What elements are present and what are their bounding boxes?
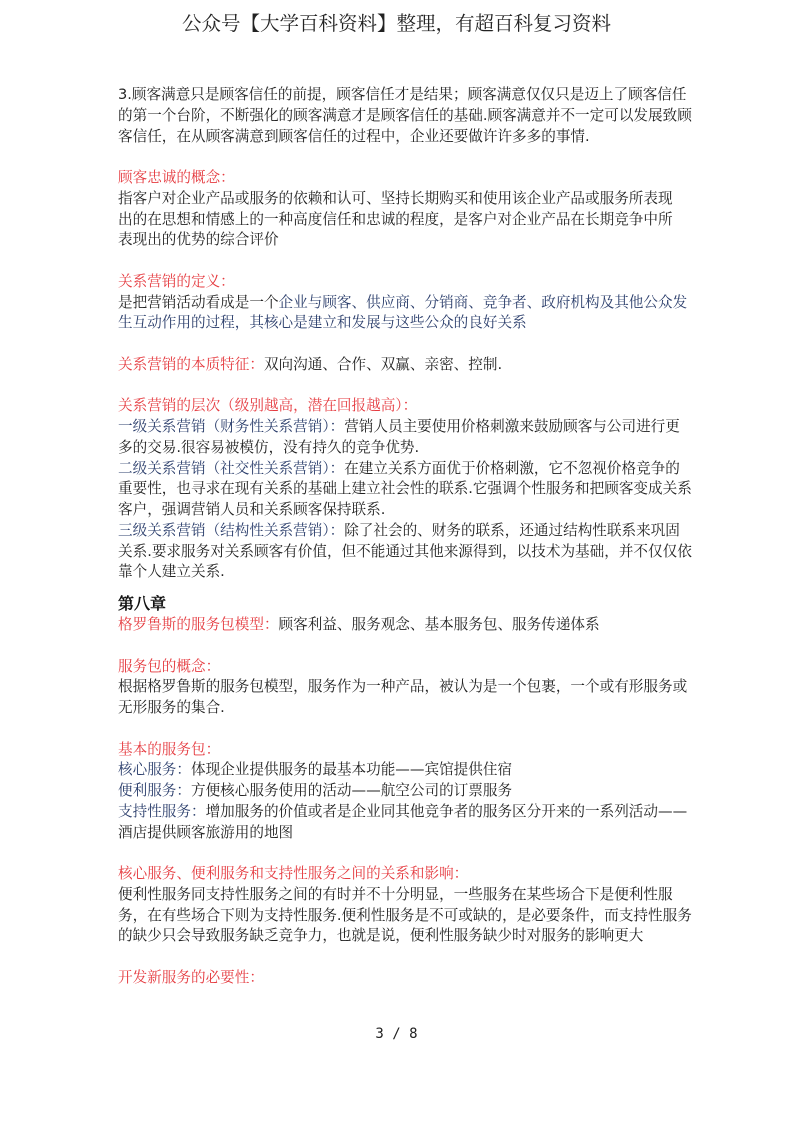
body-text: 3.顾客满意只是顾客信任的前提，顾客信任才是结果；顾客满意仅仅只是迈上了顾客信任	[118, 86, 687, 103]
section-title: 关系营销的本质特征：	[118, 355, 264, 373]
text-line	[118, 864, 688, 885]
body-text: 的缺少只会导致服务缺乏竞争力，也就是说，便利性服务缺少时对服务的影响更大	[118, 927, 644, 945]
text-line	[118, 168, 688, 189]
body-text: 除了社会的、财务的联系，还通过结构性联系来巩固	[344, 521, 680, 539]
body-text: 双向沟通、合作、双赢、亲密、控制.	[263, 355, 503, 373]
body-text: 的第一个台阶，不断强化的顾客满意才是顾客信任的基础.顾客满意并不一定可以发展致顾	[118, 106, 692, 124]
text-line	[118, 926, 688, 947]
term-label: 三级关系营销（结构性关系营销）：	[118, 521, 345, 539]
body-text: 无形服务的集合.	[118, 699, 225, 716]
text-line	[118, 521, 688, 542]
text-line	[118, 106, 692, 127]
text-line	[118, 85, 688, 106]
term-label: 生互动作用的过程，其核心是建立和发展与这些公众的良好关系	[118, 314, 527, 332]
term-label: 核心服务：	[118, 761, 191, 779]
body-text: 务，在有些场合下则为支持性服务.便利性服务是不可或缺的，是必要条件，而支持性服务	[118, 906, 692, 924]
section-title: 关系营销的层次（级别越高，潜在回报越高）：	[118, 397, 418, 415]
section-title: 开发新服务的必要性：	[118, 968, 264, 986]
text-line	[118, 293, 688, 314]
section-title: 基本的服务包：	[118, 740, 221, 758]
document-body	[118, 85, 692, 989]
text-line	[118, 968, 688, 989]
section-title: 格罗鲁斯的服务包模型：	[118, 616, 279, 633]
body-text: 根据格罗鲁斯的服务包模型，服务作为一种产品，被认为是一个包裹，一个或有形服务或	[118, 678, 688, 696]
term-label: 一级关系营销（财务性关系营销）：	[118, 418, 345, 435]
text-line	[118, 459, 688, 480]
body-text: 方便核心服务使用的活动——航空公司的订票服务	[190, 782, 513, 799]
term-label: 便利服务：	[118, 782, 191, 799]
text-line	[118, 417, 688, 438]
term-label: 支持性服务：	[118, 802, 206, 820]
text-line	[118, 189, 688, 210]
body-text: 指客户对企业产品或服务的依赖和认可、坚持长期购买和使用该企业产品或服务所表现	[118, 189, 673, 207]
body-text: 客户，强调营销人员和关系顾客保持联系.	[118, 501, 386, 518]
blank-line	[118, 636, 688, 657]
section-title: 核心服务、便利服务和支持性服务之间的关系和影响：	[118, 865, 469, 882]
text-line	[118, 127, 688, 148]
text-line	[118, 906, 692, 927]
blank-line	[118, 334, 688, 355]
text-line	[118, 355, 688, 376]
term-label: 二级关系营销（社交性关系营销）：	[118, 459, 345, 477]
body-text: 是把营销活动看成是一个	[118, 293, 279, 311]
body-text: 体现企业提供服务的最基本功能——宾馆提供住宿	[190, 761, 513, 779]
text-line	[118, 562, 688, 583]
section-title: 关系营销的定义：	[118, 272, 235, 290]
text-line	[118, 781, 688, 802]
term-label: 企业与顾客、供应商、分销商、竞争者、政府机构及其他公众发	[278, 293, 688, 311]
blank-line	[118, 376, 688, 397]
body-text: 便利性服务同支持性服务之间的有时并不十分明显，一些服务在某些场合下是便利性服	[118, 885, 673, 903]
blank-line	[118, 147, 688, 168]
body-text: 重要性，也寻求在现有关系的基础上建立社会性的联系.它强调个性服务和把顾客变成关系	[118, 480, 692, 498]
text-line	[118, 823, 688, 844]
text-line	[118, 760, 688, 781]
text-line	[118, 313, 688, 334]
body-text: 关系.要求服务对关系顾客有价值，但不能通过其他来源得到，以技术为基础，并不仅仅依	[118, 542, 692, 560]
text-line	[118, 615, 688, 636]
page-number: 3 / 8	[375, 1026, 418, 1042]
chapter-heading: 第八章	[118, 594, 167, 613]
body-text: 靠个人建立关系.	[118, 563, 225, 581]
body-text: 客信任，在从顾客满意到顾客信任的过程中，企业还要做许许多多的事情.	[118, 127, 590, 145]
body-text: 营销人员主要使用价格刺激来鼓励顾客与公司进行更	[344, 418, 680, 435]
body-text: 酒店提供顾客旅游用的地图	[118, 823, 294, 841]
blank-line	[118, 947, 688, 968]
text-line	[118, 230, 688, 251]
text-line	[118, 396, 688, 417]
body-text: 增加服务的价值或者是企业同其他竞争者的服务区分开来的一系列活动——	[205, 802, 688, 820]
blank-line	[118, 719, 688, 740]
text-line	[118, 272, 688, 293]
document-header: 公众号【大学百科资料】整理，有超百科复习资料	[181, 12, 611, 35]
blank-line	[118, 251, 688, 272]
body-text: 多的交易.很容易被模仿，没有持久的竞争优势.	[118, 438, 420, 456]
text-line	[118, 438, 688, 459]
text-line	[118, 479, 692, 500]
text-line	[118, 210, 688, 231]
text-line	[118, 542, 692, 563]
body-text: 顾客利益、服务观念、基本服务包、服务传递体系	[278, 616, 600, 633]
text-line	[118, 677, 688, 698]
text-line	[118, 885, 688, 906]
body-text: 表现出的优势的综合评价	[118, 231, 279, 249]
section-title: 顾客忠诚的概念：	[118, 169, 235, 186]
text-line	[118, 657, 688, 678]
text-line	[118, 698, 688, 719]
blank-line	[118, 843, 688, 864]
text-line	[118, 740, 688, 761]
body-text: 出的在思想和情感上的一种高度信任和忠诚的程度，是客户对企业产品在长期竞争中所	[118, 210, 673, 228]
text-line	[118, 500, 688, 521]
text-line	[118, 802, 688, 823]
section-title: 服务包的概念：	[118, 657, 221, 675]
body-text: 在建立关系方面优于价格刺激，它不忽视价格竞争的	[344, 459, 680, 477]
